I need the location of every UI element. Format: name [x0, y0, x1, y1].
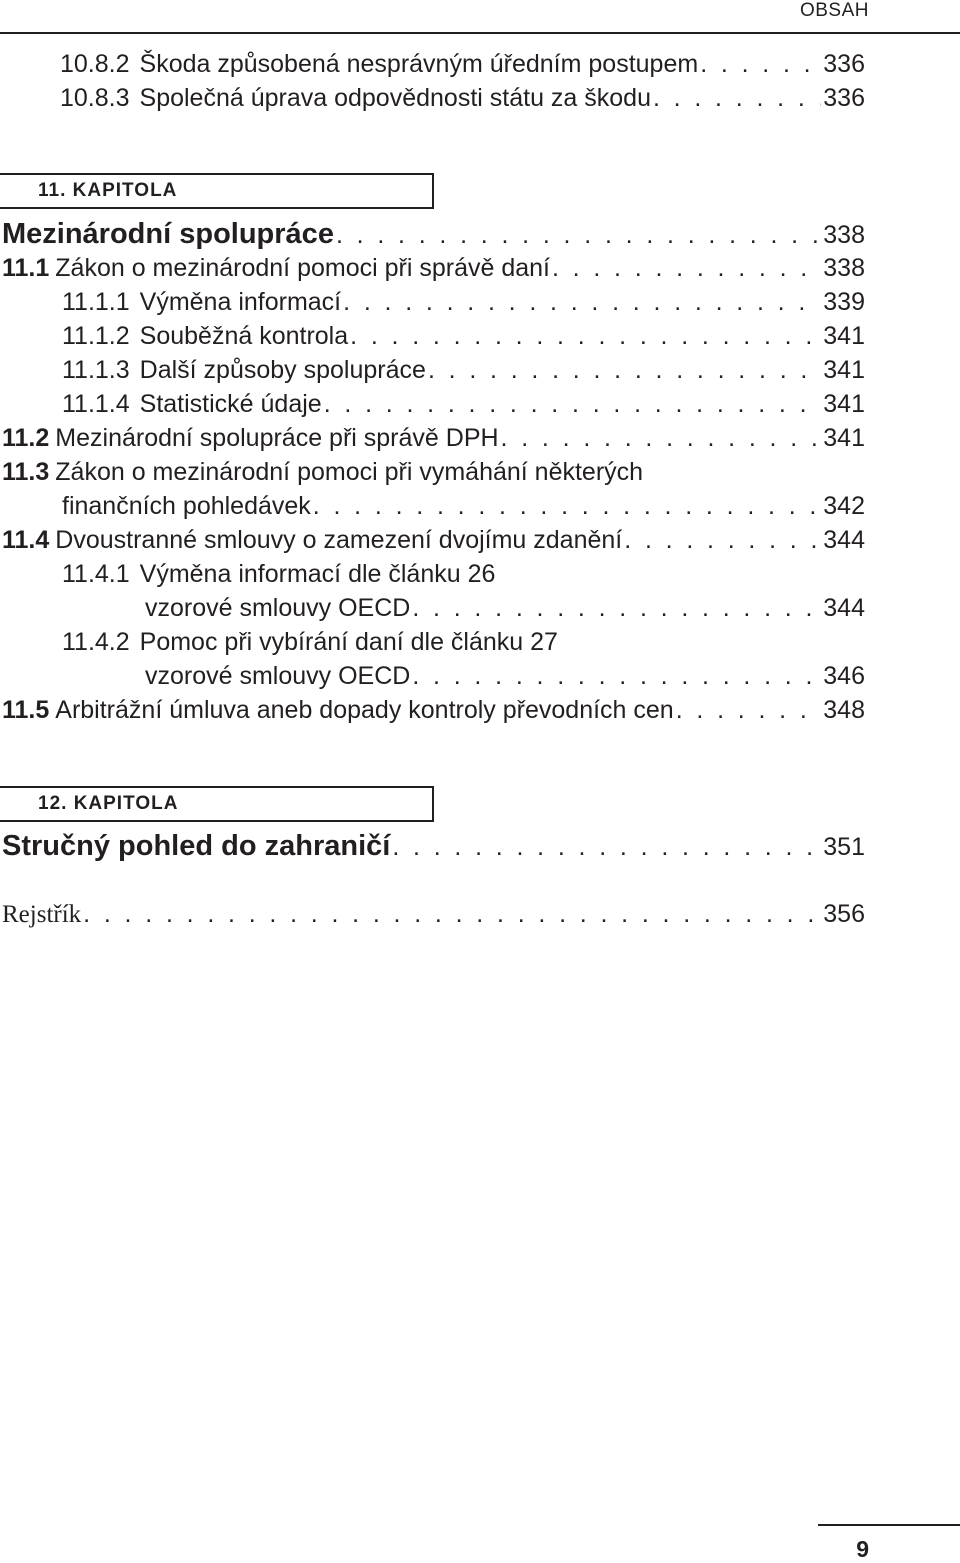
entry-number: 10.8.3: [60, 84, 130, 112]
chapter-label: 11. KAPITOLA: [38, 180, 178, 201]
running-head-label: OBSAH: [799, 0, 869, 21]
footer-rule: [818, 1524, 960, 1526]
entry-title-line2: vzorové smlouvy OECD: [145, 594, 411, 622]
entry-number: 11.3: [2, 458, 50, 486]
entry-title: Mezinárodní spolupráce při správě DPH: [55, 424, 499, 452]
entry-title: Dvoustranné smlouvy o zamezení dvojímu zdanění: [55, 526, 623, 554]
entry-number: 11.4.1: [62, 560, 130, 588]
leader-dots: [412, 594, 821, 623]
entry-title: Společná úprava odpovědnosti státu za škodu: [139, 84, 651, 112]
index-title: Rejstřík: [2, 901, 82, 928]
leader-dots: [392, 833, 821, 862]
leader-dots: [336, 221, 821, 250]
entry-title: Arbitrážní úmluva aneb dopady kontroly převodních cen: [55, 696, 674, 724]
entry-title: Souběžná kontrola: [139, 322, 349, 350]
entry-page: 341: [823, 424, 865, 452]
entry-number: 11.4.2: [62, 628, 130, 656]
chapter-title: Stručný pohled do zahraničí: [2, 830, 391, 862]
page-number: 9: [856, 1536, 869, 1562]
toc-entry-10-8-2[interactable]: [60, 50, 865, 79]
entry-page: 341: [823, 356, 865, 384]
entry-title: Další způsoby spolupráce: [139, 356, 426, 384]
toc-entry-11-3[interactable]: [62, 492, 865, 521]
leader-dots: [653, 84, 821, 113]
leader-dots: [552, 254, 821, 283]
toc-chapter-11-title[interactable]: [2, 218, 865, 251]
toc-entry-11-5[interactable]: [2, 696, 865, 725]
entry-number: 11.2: [2, 424, 50, 452]
toc-entry-11-1[interactable]: [2, 254, 865, 283]
entry-number: 11.1.3: [62, 356, 130, 384]
leader-dots: [700, 50, 821, 79]
toc-entry-11-1-3[interactable]: [62, 356, 865, 385]
entry-page: 344: [823, 594, 865, 622]
entry-title-line1: Pomoc při vybírání daní dle článku 27: [139, 628, 558, 656]
toc-entry-11-2[interactable]: [2, 424, 865, 453]
leader-dots: [313, 492, 821, 521]
entry-page: 338: [823, 254, 865, 282]
entry-number: 11.1.4: [62, 390, 130, 418]
entry-page: 339: [823, 288, 865, 316]
running-head: [0, 0, 960, 34]
entry-title-line2: finančních pohledávek: [62, 492, 311, 520]
entry-page: 351: [823, 833, 865, 861]
entry-number: 11.1.2: [62, 322, 130, 350]
leader-dots: [350, 322, 821, 351]
chapter-12-label-box: [0, 786, 434, 822]
toc-entry-11-4-1[interactable]: [145, 594, 865, 623]
toc-entry-11-4[interactable]: [2, 526, 865, 555]
toc-entry-11-1-2[interactable]: [62, 322, 865, 351]
entry-number: 11.4: [2, 526, 50, 554]
toc-entry-10-8-3[interactable]: [60, 84, 865, 113]
entry-page: 348: [823, 696, 865, 724]
toc-entry-11-4-2-line1[interactable]: [62, 628, 558, 657]
toc-entry-11-1-1[interactable]: [62, 288, 865, 317]
entry-number: 11.5: [2, 696, 50, 724]
leader-dots: [624, 526, 821, 555]
entry-title: Zákon o mezinárodní pomoci při správě daní: [55, 254, 550, 282]
entry-title: Výměna informací: [139, 288, 342, 316]
entry-page: 341: [823, 390, 865, 418]
entry-number: 11.1.1: [62, 288, 130, 316]
entry-title-line2: vzorové smlouvy OECD: [145, 662, 411, 690]
chapter-title: Mezinárodní spolupráce: [2, 218, 334, 250]
entry-page: 344: [823, 526, 865, 554]
leader-dots: [676, 696, 822, 725]
entry-title-line1: Výměna informací dle článku 26: [139, 560, 496, 588]
toc-entry-11-3-line1[interactable]: [2, 458, 643, 487]
entry-number: 10.8.2: [60, 50, 130, 78]
leader-dots: [428, 356, 821, 385]
entry-page: 356: [823, 900, 865, 928]
toc-chapter-12-title[interactable]: [2, 830, 865, 863]
leader-dots: [412, 662, 821, 691]
toc-entry-11-1-4[interactable]: [62, 390, 865, 419]
entry-number: 11.1: [2, 254, 50, 282]
leader-dots: [83, 900, 821, 929]
entry-title-line1: Zákon o mezinárodní pomoci při vymáhání některých: [55, 458, 644, 486]
toc-entry-11-4-1-line1[interactable]: [62, 560, 495, 589]
entry-page: 341: [823, 322, 865, 350]
chapter-label: 12. KAPITOLA: [38, 793, 179, 814]
entry-title: Škoda způsobená nesprávným úředním postupem: [139, 50, 699, 78]
entry-page: 338: [823, 221, 865, 249]
leader-dots: [501, 424, 822, 453]
leader-dots: [324, 390, 822, 419]
entry-page: 336: [823, 84, 865, 112]
toc-index-entry[interactable]: [2, 900, 865, 929]
toc-entry-11-4-2[interactable]: [145, 662, 865, 691]
entry-page: 346: [823, 662, 865, 690]
entry-title: Statistické údaje: [139, 390, 322, 418]
chapter-11-label-box: [0, 173, 434, 209]
entry-page: 336: [823, 50, 865, 78]
entry-page: 342: [823, 492, 865, 520]
leader-dots: [343, 288, 821, 317]
